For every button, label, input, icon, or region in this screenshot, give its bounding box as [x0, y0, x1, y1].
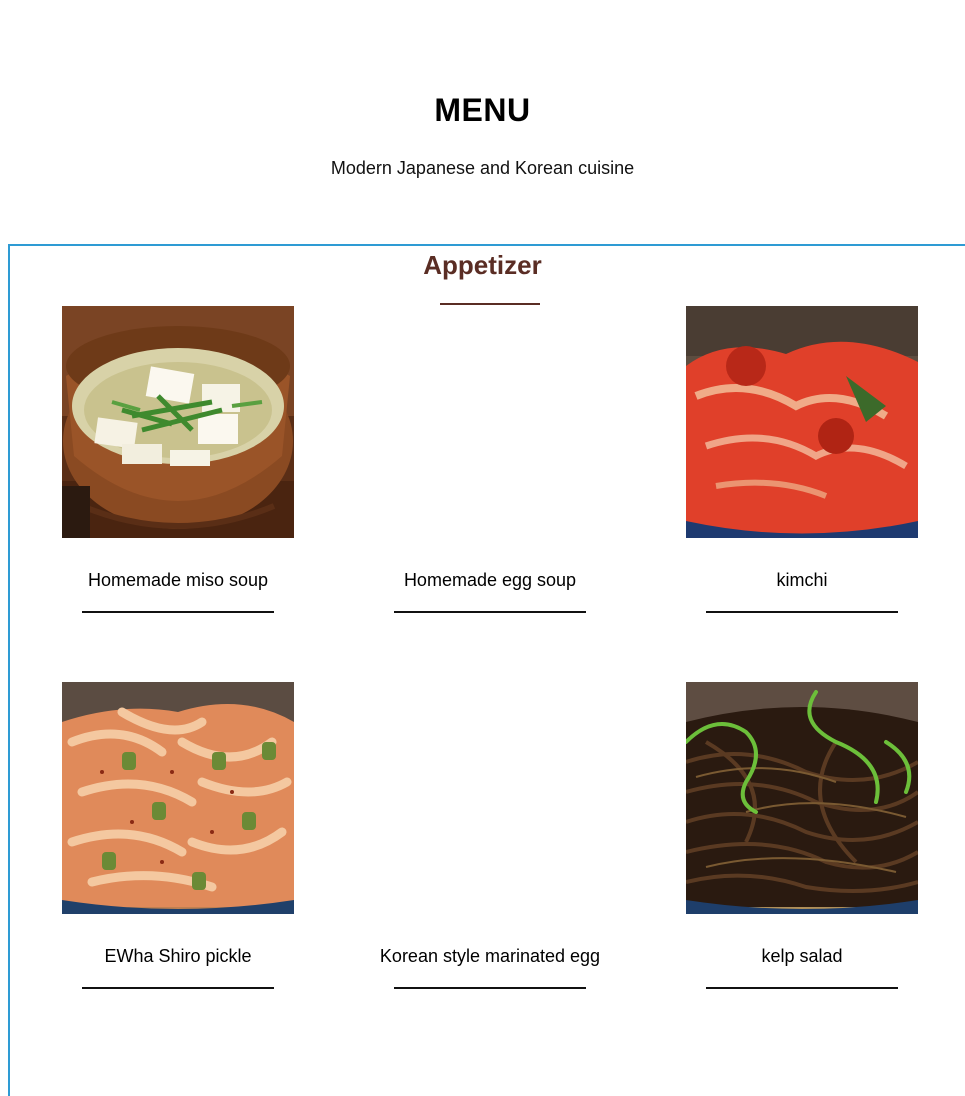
item-name: Homemade egg soup	[403, 570, 577, 590]
page-title: MENU	[434, 92, 531, 128]
item-name: kelp salad	[761, 946, 843, 966]
item-divider	[82, 987, 274, 989]
miso-soup-photo	[62, 306, 294, 538]
item-divider	[82, 611, 274, 613]
section-divider	[440, 303, 540, 305]
item-divider	[394, 611, 586, 613]
item-name: EWha Shiro pickle	[104, 946, 252, 966]
pickle-photo	[62, 682, 294, 914]
item-divider	[394, 987, 586, 989]
item-name: kimchi	[776, 570, 828, 590]
kimchi-photo	[686, 306, 918, 538]
item-name: Korean style marinated egg	[379, 946, 601, 966]
page-subtitle: Modern Japanese and Korean cuisine	[330, 158, 635, 178]
kelp-salad-photo	[686, 682, 918, 914]
item-divider	[706, 611, 898, 613]
item-divider	[706, 987, 898, 989]
section-title: Appetizer	[423, 250, 542, 280]
item-name: Homemade miso soup	[87, 570, 269, 590]
